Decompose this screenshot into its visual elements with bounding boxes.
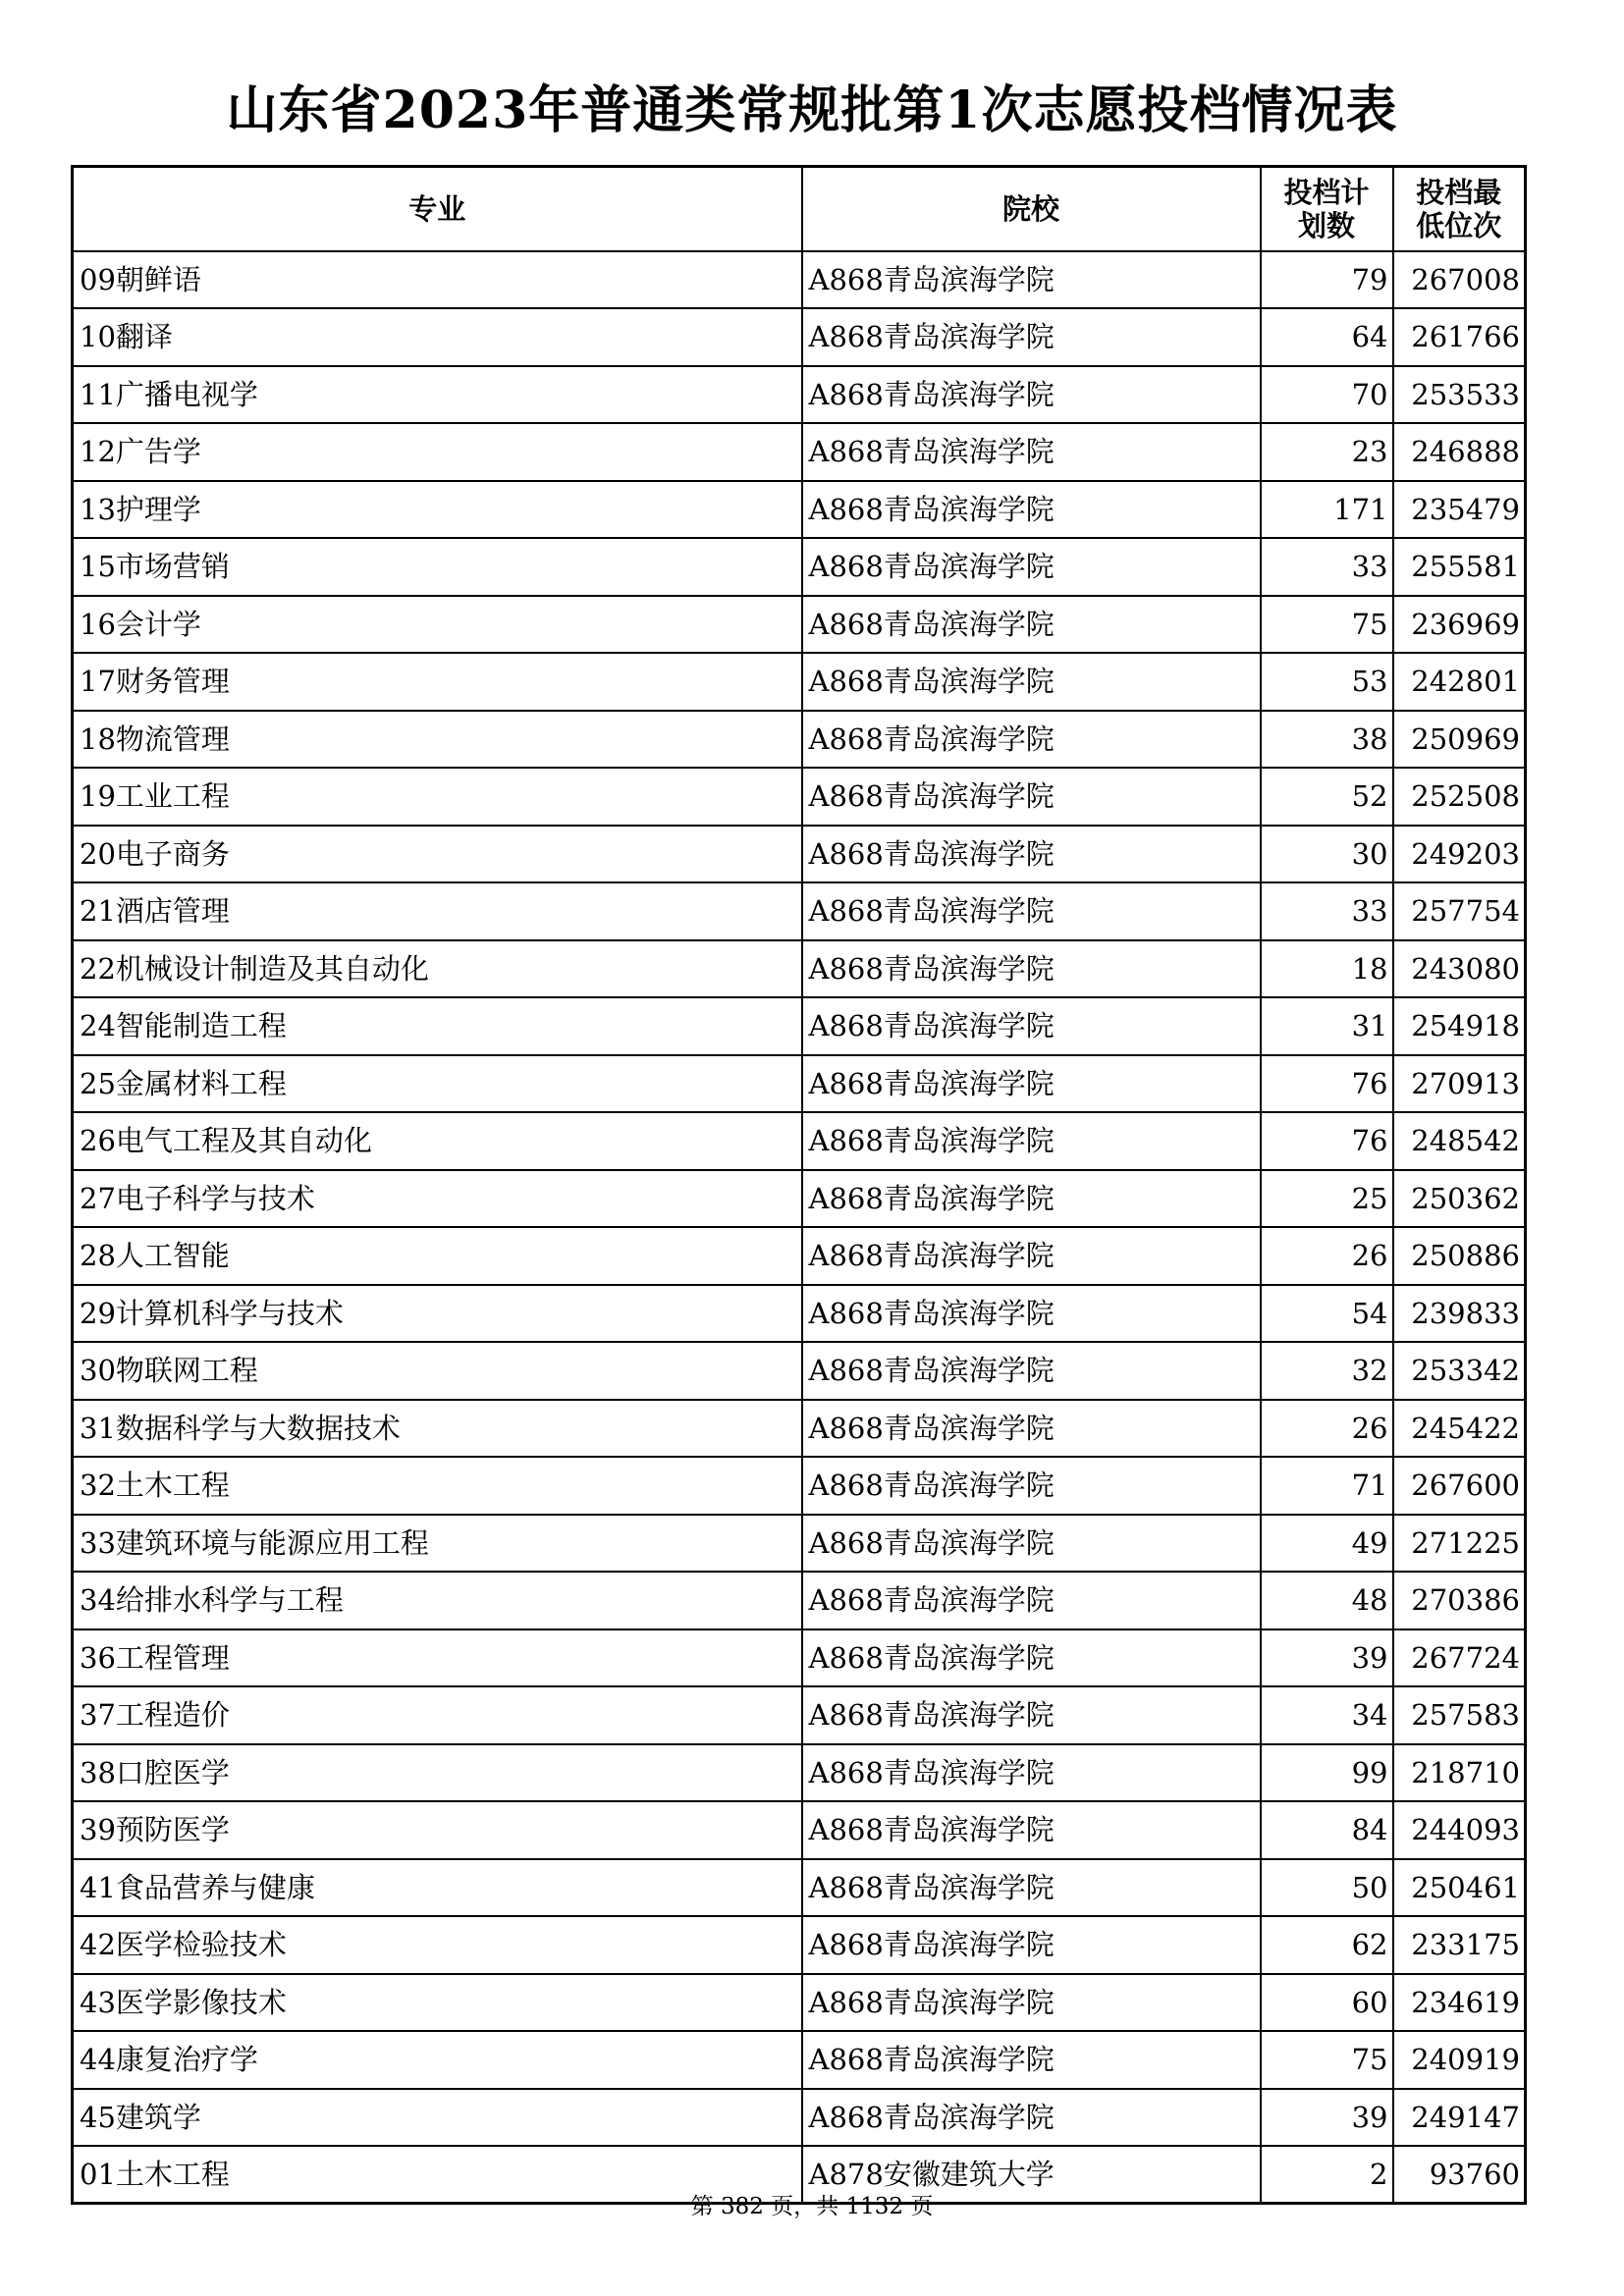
min-rank-cell: 244093 <box>1393 1801 1526 1859</box>
min-rank-cell: 246888 <box>1393 423 1526 481</box>
table-row <box>73 1285 1526 1343</box>
header-plan-line1: 投档计 <box>1283 175 1370 209</box>
plan-count-cell: 84 <box>1261 1801 1393 1859</box>
table-row <box>73 940 1526 998</box>
major-cell: 15市场营销 <box>73 538 802 596</box>
plan-count-cell: 33 <box>1261 882 1393 940</box>
plan-count-cell: 49 <box>1261 1515 1393 1573</box>
school-cell: A868青岛滨海学院 <box>802 2089 1261 2147</box>
school-cell: A868青岛滨海学院 <box>802 2031 1261 2089</box>
min-rank-cell: 267724 <box>1393 1629 1526 1687</box>
header-min-rank <box>1393 167 1526 251</box>
table-row <box>73 538 1526 596</box>
min-rank-cell: 267008 <box>1393 251 1526 309</box>
plan-count-cell: 33 <box>1261 538 1393 596</box>
school-cell: A868青岛滨海学院 <box>802 768 1261 826</box>
major-cell: 24智能制造工程 <box>73 997 802 1055</box>
table-header-row <box>73 167 1526 251</box>
table-row <box>73 1744 1526 1802</box>
min-rank-cell: 252508 <box>1393 768 1526 826</box>
major-cell: 38口腔医学 <box>73 1744 802 1802</box>
plan-count-cell: 76 <box>1261 1112 1393 1170</box>
min-rank-cell: 249147 <box>1393 2089 1526 2147</box>
plan-count-cell: 50 <box>1261 1859 1393 1917</box>
plan-count-cell: 34 <box>1261 1686 1393 1744</box>
plan-count-cell: 38 <box>1261 711 1393 769</box>
major-cell: 29计算机科学与技术 <box>73 1285 802 1343</box>
table-row <box>73 2031 1526 2089</box>
plan-count-cell: 26 <box>1261 1227 1393 1285</box>
major-cell: 34给排水科学与工程 <box>73 1572 802 1629</box>
header-plan-count <box>1261 167 1393 251</box>
major-cell: 18物流管理 <box>73 711 802 769</box>
min-rank-cell: 240919 <box>1393 2031 1526 2089</box>
major-cell: 22机械设计制造及其自动化 <box>73 940 802 998</box>
school-cell: A868青岛滨海学院 <box>802 1686 1261 1744</box>
major-cell: 30物联网工程 <box>73 1342 802 1400</box>
school-cell: A868青岛滨海学院 <box>802 826 1261 883</box>
major-cell: 43医学影像技术 <box>73 1974 802 2032</box>
school-cell: A868青岛滨海学院 <box>802 366 1261 424</box>
min-rank-cell: 239833 <box>1393 1285 1526 1343</box>
school-cell: A868青岛滨海学院 <box>802 251 1261 309</box>
table-row <box>73 251 1526 309</box>
table-row <box>73 481 1526 539</box>
min-rank-cell: 218710 <box>1393 1744 1526 1802</box>
min-rank-cell: 270386 <box>1393 1572 1526 1629</box>
plan-count-cell: 52 <box>1261 768 1393 826</box>
major-cell: 41食品营养与健康 <box>73 1859 802 1917</box>
table-row <box>73 1515 1526 1573</box>
table-row <box>73 1974 1526 2032</box>
table-row <box>73 596 1526 654</box>
major-cell: 11广播电视学 <box>73 366 802 424</box>
table-row <box>73 1400 1526 1458</box>
major-cell: 09朝鲜语 <box>73 251 802 309</box>
major-cell: 28人工智能 <box>73 1227 802 1285</box>
min-rank-cell: 271225 <box>1393 1515 1526 1573</box>
school-cell: A868青岛滨海学院 <box>802 1112 1261 1170</box>
major-cell: 42医学检验技术 <box>73 1916 802 1974</box>
table-row <box>73 1457 1526 1515</box>
table-row <box>73 768 1526 826</box>
header-rank-line2: 低位次 <box>1416 208 1502 242</box>
school-cell: A878安徽建筑大学 <box>802 2146 1261 2204</box>
major-cell: 01土木工程 <box>73 2146 802 2204</box>
school-cell: A868青岛滨海学院 <box>802 1457 1261 1515</box>
plan-count-cell: 60 <box>1261 1974 1393 2032</box>
min-rank-cell: 234619 <box>1393 1974 1526 2032</box>
school-cell: A868青岛滨海学院 <box>802 1629 1261 1687</box>
school-cell: A868青岛滨海学院 <box>802 653 1261 711</box>
min-rank-cell: 245422 <box>1393 1400 1526 1458</box>
min-rank-cell: 270913 <box>1393 1055 1526 1113</box>
plan-count-cell: 76 <box>1261 1055 1393 1113</box>
school-cell: A868青岛滨海学院 <box>802 1801 1261 1859</box>
major-cell: 31数据科学与大数据技术 <box>73 1400 802 1458</box>
plan-count-cell: 62 <box>1261 1916 1393 1974</box>
plan-count-cell: 53 <box>1261 653 1393 711</box>
school-cell: A868青岛滨海学院 <box>802 423 1261 481</box>
table-row <box>73 1227 1526 1285</box>
table-row <box>73 366 1526 424</box>
major-cell: 39预防医学 <box>73 1801 802 1859</box>
major-cell: 27电子科学与技术 <box>73 1170 802 1228</box>
table-row <box>73 2089 1526 2147</box>
major-cell: 25金属材料工程 <box>73 1055 802 1113</box>
min-rank-cell: 250461 <box>1393 1859 1526 1917</box>
min-rank-cell: 93760 <box>1393 2146 1526 2204</box>
plan-count-cell: 54 <box>1261 1285 1393 1343</box>
min-rank-cell: 250969 <box>1393 711 1526 769</box>
plan-count-cell: 31 <box>1261 997 1393 1055</box>
min-rank-cell: 257583 <box>1393 1686 1526 1744</box>
min-rank-cell: 257754 <box>1393 882 1526 940</box>
page-title: 山东省2023年普通类常规批第1次志愿投档情况表 <box>226 80 1398 140</box>
table-row <box>73 308 1526 366</box>
school-cell: A868青岛滨海学院 <box>802 940 1261 998</box>
major-cell: 21酒店管理 <box>73 882 802 940</box>
min-rank-cell: 253533 <box>1393 366 1526 424</box>
school-cell: A868青岛滨海学院 <box>802 711 1261 769</box>
plan-count-cell: 39 <box>1261 2089 1393 2147</box>
major-cell: 45建筑学 <box>73 2089 802 2147</box>
plan-count-cell: 18 <box>1261 940 1393 998</box>
table-row <box>73 1342 1526 1400</box>
admission-table-container <box>71 165 1524 2205</box>
table-row <box>73 1916 1526 1974</box>
plan-count-cell: 32 <box>1261 1342 1393 1400</box>
school-cell: A868青岛滨海学院 <box>802 596 1261 654</box>
table-row <box>73 1112 1526 1170</box>
table-row <box>73 1055 1526 1113</box>
plan-count-cell: 39 <box>1261 1629 1393 1687</box>
major-cell: 16会计学 <box>73 596 802 654</box>
table-body <box>73 251 1526 2204</box>
plan-count-cell: 25 <box>1261 1170 1393 1228</box>
plan-count-cell: 30 <box>1261 826 1393 883</box>
plan-count-cell: 48 <box>1261 1572 1393 1629</box>
school-cell: A868青岛滨海学院 <box>802 538 1261 596</box>
table-row <box>73 1629 1526 1687</box>
school-cell: A868青岛滨海学院 <box>802 1227 1261 1285</box>
min-rank-cell: 235479 <box>1393 481 1526 539</box>
major-cell: 17财务管理 <box>73 653 802 711</box>
min-rank-cell: 250362 <box>1393 1170 1526 1228</box>
major-cell: 19工业工程 <box>73 768 802 826</box>
table-row <box>73 826 1526 883</box>
min-rank-cell: 248542 <box>1393 1112 1526 1170</box>
min-rank-cell: 254918 <box>1393 997 1526 1055</box>
school-cell: A868青岛滨海学院 <box>802 1285 1261 1343</box>
min-rank-cell: 250886 <box>1393 1227 1526 1285</box>
admission-table <box>71 165 1527 2205</box>
school-cell: A868青岛滨海学院 <box>802 1572 1261 1629</box>
plan-count-cell: 70 <box>1261 366 1393 424</box>
major-cell: 37工程造价 <box>73 1686 802 1744</box>
min-rank-cell: 243080 <box>1393 940 1526 998</box>
table-row <box>73 1859 1526 1917</box>
min-rank-cell: 233175 <box>1393 1916 1526 1974</box>
school-cell: A868青岛滨海学院 <box>802 1400 1261 1458</box>
table-row <box>73 1572 1526 1629</box>
table-row <box>73 882 1526 940</box>
header-school: 院校 <box>802 167 1261 251</box>
school-cell: A868青岛滨海学院 <box>802 1342 1261 1400</box>
school-cell: A868青岛滨海学院 <box>802 1859 1261 1917</box>
header-plan-line2: 划数 <box>1297 208 1355 242</box>
major-cell: 13护理学 <box>73 481 802 539</box>
plan-count-cell: 99 <box>1261 1744 1393 1802</box>
major-cell: 36工程管理 <box>73 1629 802 1687</box>
school-cell: A868青岛滨海学院 <box>802 1170 1261 1228</box>
plan-count-cell: 171 <box>1261 481 1393 539</box>
major-cell: 44康复治疗学 <box>73 2031 802 2089</box>
table-row <box>73 1170 1526 1228</box>
school-cell: A868青岛滨海学院 <box>802 1974 1261 2032</box>
min-rank-cell: 255581 <box>1393 538 1526 596</box>
plan-count-cell: 75 <box>1261 596 1393 654</box>
table-row <box>73 1801 1526 1859</box>
table-row <box>73 423 1526 481</box>
school-cell: A868青岛滨海学院 <box>802 1744 1261 1802</box>
school-cell: A868青岛滨海学院 <box>802 1916 1261 1974</box>
header-major: 专业 <box>73 167 802 251</box>
plan-count-cell: 71 <box>1261 1457 1393 1515</box>
plan-count-cell: 2 <box>1261 2146 1393 2204</box>
table-row <box>73 653 1526 711</box>
plan-count-cell: 79 <box>1261 251 1393 309</box>
min-rank-cell: 261766 <box>1393 308 1526 366</box>
table-row <box>73 1686 1526 1744</box>
major-cell: 20电子商务 <box>73 826 802 883</box>
table-row <box>73 711 1526 769</box>
plan-count-cell: 26 <box>1261 1400 1393 1458</box>
major-cell: 12广告学 <box>73 423 802 481</box>
min-rank-cell: 249203 <box>1393 826 1526 883</box>
min-rank-cell: 253342 <box>1393 1342 1526 1400</box>
school-cell: A868青岛滨海学院 <box>802 1055 1261 1113</box>
min-rank-cell: 267600 <box>1393 1457 1526 1515</box>
school-cell: A868青岛滨海学院 <box>802 481 1261 539</box>
min-rank-cell: 236969 <box>1393 596 1526 654</box>
major-cell: 10翻译 <box>73 308 802 366</box>
major-cell: 32土木工程 <box>73 1457 802 1515</box>
page-footer: 第 382 页，共 1132 页 <box>690 2194 934 2219</box>
school-cell: A868青岛滨海学院 <box>802 997 1261 1055</box>
school-cell: A868青岛滨海学院 <box>802 882 1261 940</box>
plan-count-cell: 23 <box>1261 423 1393 481</box>
plan-count-cell: 75 <box>1261 2031 1393 2089</box>
header-rank-line1: 投档最 <box>1416 175 1502 209</box>
table-row <box>73 997 1526 1055</box>
min-rank-cell: 242801 <box>1393 653 1526 711</box>
major-cell: 26电气工程及其自动化 <box>73 1112 802 1170</box>
school-cell: A868青岛滨海学院 <box>802 308 1261 366</box>
plan-count-cell: 64 <box>1261 308 1393 366</box>
major-cell: 33建筑环境与能源应用工程 <box>73 1515 802 1573</box>
school-cell: A868青岛滨海学院 <box>802 1515 1261 1573</box>
